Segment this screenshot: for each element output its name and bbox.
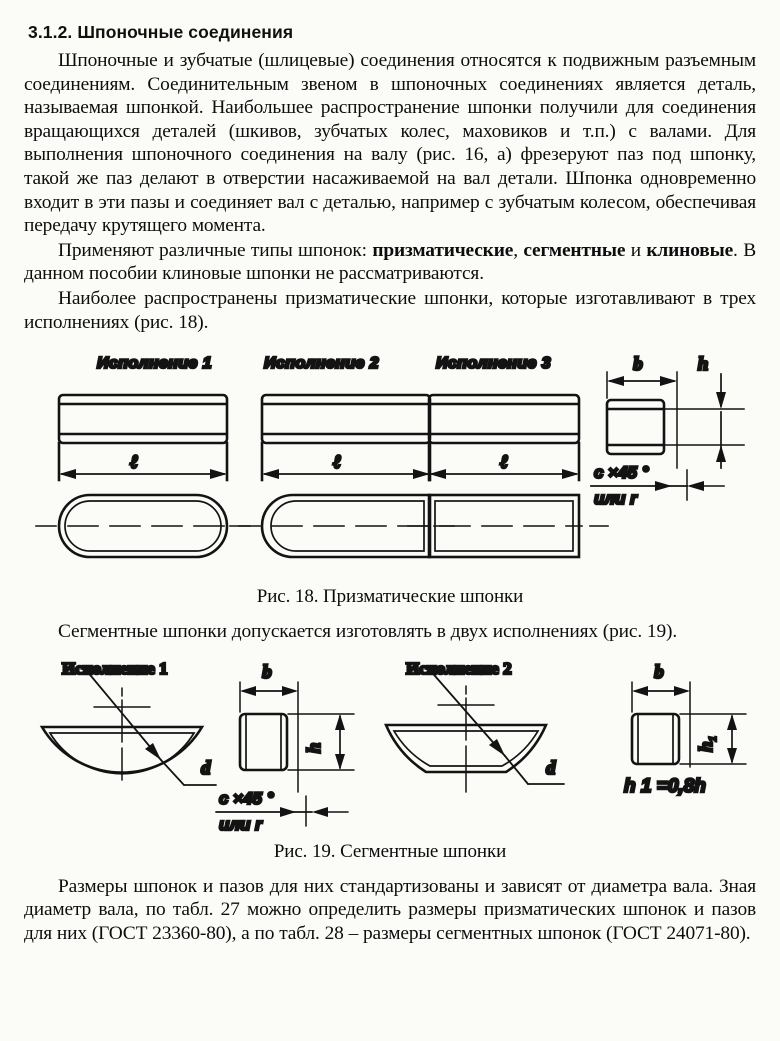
page-title: 3.1.2. Шпоночные соединения: [28, 22, 294, 42]
figure-18-section-width-label: b: [633, 354, 643, 376]
figure-18-exec-2-length-label: ℓ: [332, 452, 342, 474]
figure-19-exec-2-formula: h 1 =0,8h: [624, 775, 706, 797]
figure-18-exec-2-label: Исполнение 2: [264, 355, 379, 373]
figure-19-exec-1-label: Исполнение 1: [62, 658, 168, 678]
figure-19-exec-2-width-label: b: [654, 661, 664, 683]
figure-18-section-height-label: h: [697, 354, 709, 376]
types-bold-segment: сегментные: [523, 239, 626, 261]
figure-18: [24, 348, 756, 584]
figure-19-exec-2-diameter-label: d: [546, 757, 556, 779]
figure-18-caption: Рис. 18. Призматические шпонки: [256, 586, 524, 608]
types-bold-prismatic: призматические: [372, 239, 514, 261]
figure-18-exec-3-length-label: ℓ: [499, 452, 509, 474]
types-tail: . В данном пособии клиновые шпонки не рассматриваются.: [24, 239, 756, 285]
figure-19-exec-1-height-label: h: [304, 742, 325, 754]
figure-18-chamfer-line-1: c ×45 °: [594, 463, 649, 483]
figure-18-exec-3-label: Исполнение 3: [436, 355, 551, 373]
paragraph-segment-intro: Сегментные шпонки допускается изготовлять в двух исполнениях (рис. 19).: [58, 621, 678, 643]
paragraph-prismatic-common: Наиболее распространены призматические шпонки, которые изготавливают в трех исполнениях (рис. 18).: [24, 287, 756, 333]
paragraph-key-types: [24, 239, 756, 286]
figure-18-chamfer-line-2: или r: [594, 489, 637, 509]
figure-19-drawing: [24, 652, 756, 838]
figure-18-drawing: [24, 348, 756, 584]
figure-18-exec-1-length-label: ℓ: [129, 452, 139, 474]
figure-18-exec-1-label: Исполнение 1: [97, 355, 212, 373]
figure-19-chamfer-line-2: или r: [219, 814, 262, 834]
figure-19-exec-2-height-label: [696, 736, 719, 752]
figure-19-exec-1-diameter-label: d: [201, 757, 211, 779]
figure-19-caption: Рис. 19. Сегментные шпонки: [273, 840, 507, 862]
figure-19: [24, 652, 756, 838]
types-bold-wedge: клиновые: [646, 239, 734, 261]
types-lead: Применяют различные типы шпонок:: [58, 239, 373, 261]
figure-19-exec-2-label: Исполнение 2: [406, 658, 512, 678]
figure-19-exec-2-height-letter: h: [696, 741, 717, 752]
figure-19-chamfer-line-1: c ×45 °: [219, 788, 274, 808]
types-sep-1: ,: [513, 239, 524, 261]
paragraph-standards: Размеры шпонок и пазов для них стандартизованы и зависят от диаметра вала. Зная диаметр вала, по табл. 27 можно определить размеры призматических шпонок и пазов для них (ГОСТ 23360-80), а по табл. 28 – размеры сегментных шпонок (ГОСТ 24071-80).: [24, 875, 756, 944]
figure-19-exec-1-width-label: b: [262, 661, 272, 683]
paragraph-intro: Шпоночные и зубчатые (шлицевые) соединения относятся к подвижным разъемным соединениям. Соединительным звеном в шпоночных соединениях является деталь, называемая шпонкой. Наибольшее распространение шпонки получили для соединения вращающихся деталей (шкивов, зубчатых колес, маховиков и т.п.) с валами. Для выполнения шпоночного соединения на валу (рис. 16, а) фрезеруют паз под шпонку, такой же паз делают в отверстии насаживаемой на вал детали. Шпонка одновременно входит в эти пазы и соединяет вал с деталью, например с зубчатым колесом, обеспечивая передачу крутящего момента.: [24, 50, 756, 237]
figure-19-exec-2-height-subscript: 1: [707, 735, 719, 742]
types-sep-2: и: [625, 239, 647, 261]
